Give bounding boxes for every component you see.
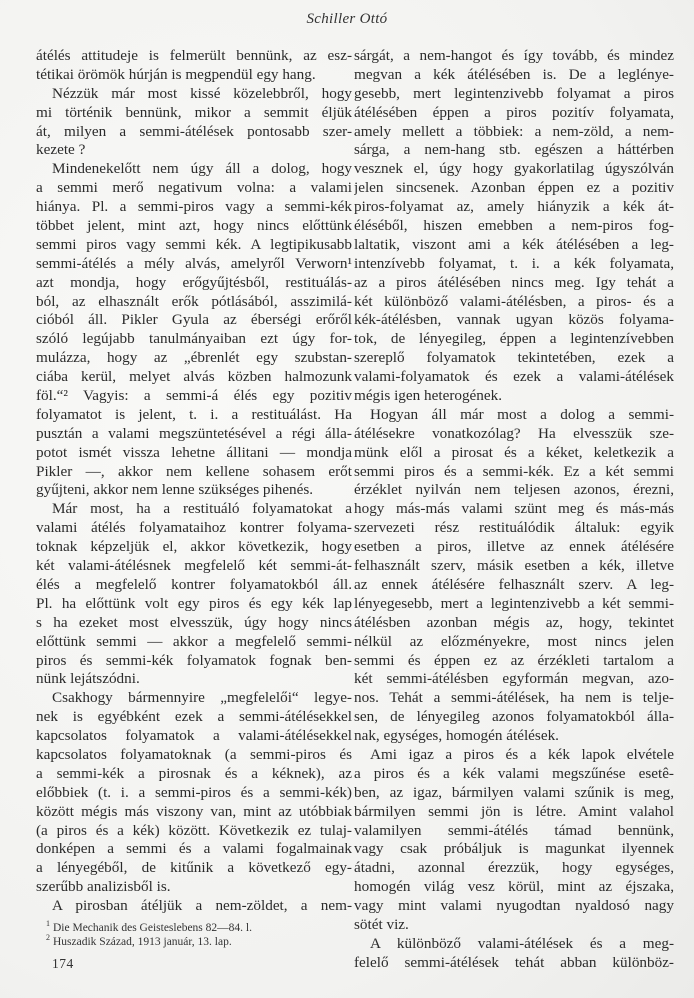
text-line: felhasznált szerv, másik esetben a kék, illetve — [354, 557, 674, 575]
text-line: lényegesebb, mert a legintenzivebb a két semmi- — [354, 594, 674, 612]
text-line: pusztán a valami megszüntetésével a régi álla- — [36, 424, 352, 442]
text-line: Pl. ha előttünk volt egy piros és egy kék lap — [36, 594, 352, 612]
text-line: előbbiek (t. i. a semmi-piros és a semmi-kék) — [36, 783, 352, 801]
text-line: föl.“² Vagyis: a semmi-á élés egy pozitiv — [36, 387, 352, 405]
footnotes — [46, 921, 346, 949]
text-line: valami-folyamatok és ezek a valami-átélések — [354, 368, 674, 386]
text-line: tétikai örömök húrján is megpendül egy hang. — [36, 65, 316, 83]
text-line: előttünk semmi — akkor a megfelelő semmi- — [36, 632, 352, 650]
text-line: az ennek átélésére felhasznált szerv. A leg- — [354, 575, 674, 593]
text-line: sárgát, a nem-hangot és így tovább, és mindez — [354, 47, 674, 64]
text-line: Nézzük már most kissé közelebbről, hogy — [52, 84, 352, 102]
text-line: élés a megfelelő kontrer folyamatokból áll. — [36, 575, 352, 593]
text-line: A pirosban átéljük a nem-zöldet, a nem- — [52, 897, 352, 915]
text-line: nek is egyébként ezek a semmi-átélésekkel — [36, 708, 352, 726]
text-line: nos. Tehát a semmi-átélések, ha nem is telje- — [354, 689, 674, 707]
text-line: felelő semmi-átélések tehát abban különböz- — [354, 953, 674, 971]
text-line: át, milyen a semmi-átélések pontosabb szer- — [36, 122, 352, 140]
text-line: vagy csak próbáljuk is magunkat ilyennek — [354, 840, 674, 858]
text-line: valami átélés folyamataihoz kontrer folyama- — [36, 519, 352, 537]
text-line: nünk lejátszódni. — [36, 670, 140, 688]
text-line: mulázza, hogy az „ébrenlét egy szubstan- — [36, 349, 352, 367]
text-line: két semmi-átélésben egyformán megvan, azo- — [354, 670, 674, 688]
left-column — [36, 47, 352, 916]
text-line: átélésekre vonatkozólag? Ha elvesszük sze- — [354, 424, 674, 442]
text-line: gyűjteni, akkor nem lenne szükséges pihenés. — [36, 481, 314, 499]
text-line: átélés attitudeje is felmerült bennünk, az esz- — [36, 47, 352, 64]
text-line: gesebb, mert legintenzivebb folyamat a piros — [354, 84, 674, 102]
text-line: toknak képzeljük el, akkor következik, hogy — [36, 538, 352, 556]
text-line: A különböző valami-átélések és a meg- — [370, 934, 674, 952]
text-line: nak, egységes, homogén átélések. — [354, 727, 559, 745]
text-line: érzéklet nyilván nem teljesen azonos, érezni, — [354, 481, 674, 499]
text-line: mi történik bennünk, mikor a semmit éljük — [36, 103, 352, 121]
text-line: ciába kerül, melyet alvás közben halmozunk — [36, 368, 352, 386]
text-line: valamilyen semmi-átélés támad bennünk, — [354, 821, 674, 839]
text-line: sötét viz. — [354, 915, 409, 933]
text-line: a semmi merő negativum volna: a valami — [36, 179, 352, 197]
text-line: Már most, ha a restituáló folyamatokat a — [52, 500, 352, 518]
text-line: Mindenekelőtt nem úgy áll a dolog, hogy — [52, 160, 352, 178]
text-line: ból, az elhasznált erők pótlásából, asszimilá- — [36, 292, 352, 310]
text-line: szereplő folyamatok tekintetében, ezek a — [354, 349, 674, 367]
text-line: éléséből, hiszen emebben a nem-piros fog- — [354, 217, 674, 235]
text-line: sen, de lényegileg azonos folyamatokból álla- — [354, 708, 674, 726]
text-line: hogy más-más valami szünt meg és más-más — [354, 500, 674, 518]
text-line: között mégis más viszony van, mint az utóbbiak — [36, 802, 352, 820]
text-line: piros és semmi-kék folyamatok fognak ben- — [36, 651, 352, 669]
text-line: vesznek el, úgy hogy gyakorlatilag úgyszólván — [354, 160, 674, 178]
text-line: a semmi-kék a pirosnak és a kéknek), az — [36, 764, 352, 782]
text-line: potot ismét vissza lehetne állitani — mondja — [36, 443, 352, 461]
text-line: donképen a semmi és a valami fogalmainak — [36, 840, 352, 858]
text-line: két különböző valami-átélésben, a piros- és a — [354, 292, 674, 310]
page-number: 174 — [52, 956, 74, 971]
text-line: laltatik, viszont ami a kék átélésében a leg- — [354, 235, 674, 253]
text-line: átadni, azonnal érezzük, hogy egységes, — [354, 859, 674, 877]
text-line: kapcsolatos folyamatok a valami-átélésekkel — [36, 727, 352, 745]
text-line: a piros és a kék valami megszűnése esetê- — [354, 764, 674, 782]
text-line: azt mondja, hogy erőgyűjtésből, restituálás- — [36, 273, 352, 291]
footnote-mark: 2 — [46, 933, 50, 943]
text-line: mégis igen heterogének. — [354, 387, 503, 405]
footnote-1 — [46, 921, 346, 935]
text-line: átélésben azonban mégis az, hogy, tekintet — [354, 613, 674, 631]
text-line: sárga, a nem-hang stb. egészen a háttérben — [354, 141, 674, 159]
text-line: jelen sincsenek. Azonban éppen ez a pozitiv — [354, 179, 674, 197]
footnote-2 — [46, 935, 346, 949]
text-line: megvan a kék átélésében is. De a leglénye- — [354, 65, 674, 83]
text-line: semmi piros és a semmi-kék. Ez a két semmi — [354, 462, 674, 480]
text-line: s ha ezeket most elvesszük, úgy hogy nincs — [36, 613, 352, 631]
text-line: szervezeti rész restituálódik általuk: egyik — [354, 519, 674, 537]
text-line: piros-folyamat az, amely hiányzik a kék át- — [354, 198, 674, 216]
text-line: többet jelent, mint azt, hogy nincs előttünk — [36, 217, 352, 235]
text-line: intenzívebb folyamat, t. i. a kék folyamata, — [354, 254, 674, 272]
text-line: kék-átélésben, vannak ugyan közös folyama- — [354, 311, 674, 329]
text-line: kapcsolatos folyamatoknak (a semmi-piros és — [36, 745, 352, 763]
text-line: homogén világ vesz körül, mint az éjszaka, — [354, 878, 674, 896]
text-line: münk elől a pirosat és a kéket, keletkezik a — [354, 443, 674, 461]
text-line: vagy mint valami nyugodtan nyaldosó nagy — [354, 897, 674, 915]
text-line: két valami-átélésnek megfelelő két semmi-át- — [36, 557, 352, 575]
text-line: cióból áll. Pikler Gyula az éberségi erőről — [36, 311, 352, 329]
text-line: semmi és éppen ez az érzékleti tartalom a — [354, 651, 674, 669]
text-line: tok, de lényegileg, éppen a legintenzívebben — [354, 330, 674, 348]
text-line: Hogyan áll már most a dolog a semmi- — [370, 405, 674, 423]
text-line: Pikler —, akkor nem kellene sohasem erőt — [36, 462, 352, 480]
text-line: semmi-átélés a mély alvás, amelyről Verworn¹ — [36, 254, 352, 272]
text-line: a lényegéből, de kitűnik a következő egy- — [36, 859, 352, 877]
text-line: ben, az igaz, bármilyen valami szűnik is meg, — [354, 783, 674, 801]
text-line: szóló legújabb tanulmányaiban ezt úgy for- — [36, 330, 352, 348]
text-line: semmi piros vagy semmi kék. A legtipikusabb — [36, 235, 352, 253]
text-line: átélésében éppen a piros pozitív folyamata, — [354, 103, 674, 121]
text-line: bármilyen semmi jön is létre. Amint valahol — [354, 802, 674, 820]
text-line: nélkül az előzményekre, most nincs jelen — [354, 632, 674, 650]
text-line: folyamatot is jelent, t. i. a restituálást. Ha — [36, 405, 352, 423]
text-line: kezete ? — [36, 141, 86, 159]
footnote-text: Die Mechanik des Geisteslebens 82—84. l. — [53, 922, 252, 934]
text-line: szerűbb analizisből is. — [36, 878, 171, 896]
text-line: Ami igaz a piros és a kék lapok elvétele — [370, 745, 674, 763]
text-line: esetben a piros, illetve az ennek átélésére — [354, 538, 674, 556]
text-line: az a piros átélésében nincs meg. Igy tehát a — [354, 273, 674, 291]
footnote-mark: 1 — [46, 919, 50, 929]
running-header: Schiller Ottó — [306, 11, 388, 27]
text-line: (a piros és a kék) között. Következik ez tulaj- — [36, 821, 352, 839]
text-line: amely mellett a többiek: a nem-zöld, a nem- — [354, 122, 674, 140]
footnote-text: Huszadik Század, 1913 január, 13. lap. — [53, 936, 232, 948]
right-column — [354, 47, 674, 973]
text-line: hiánya. Pl. a semmi-piros vagy a semmi-kék — [36, 198, 352, 216]
text-line: Csakhogy bármennyire „megfelelői“ legye- — [52, 689, 352, 707]
